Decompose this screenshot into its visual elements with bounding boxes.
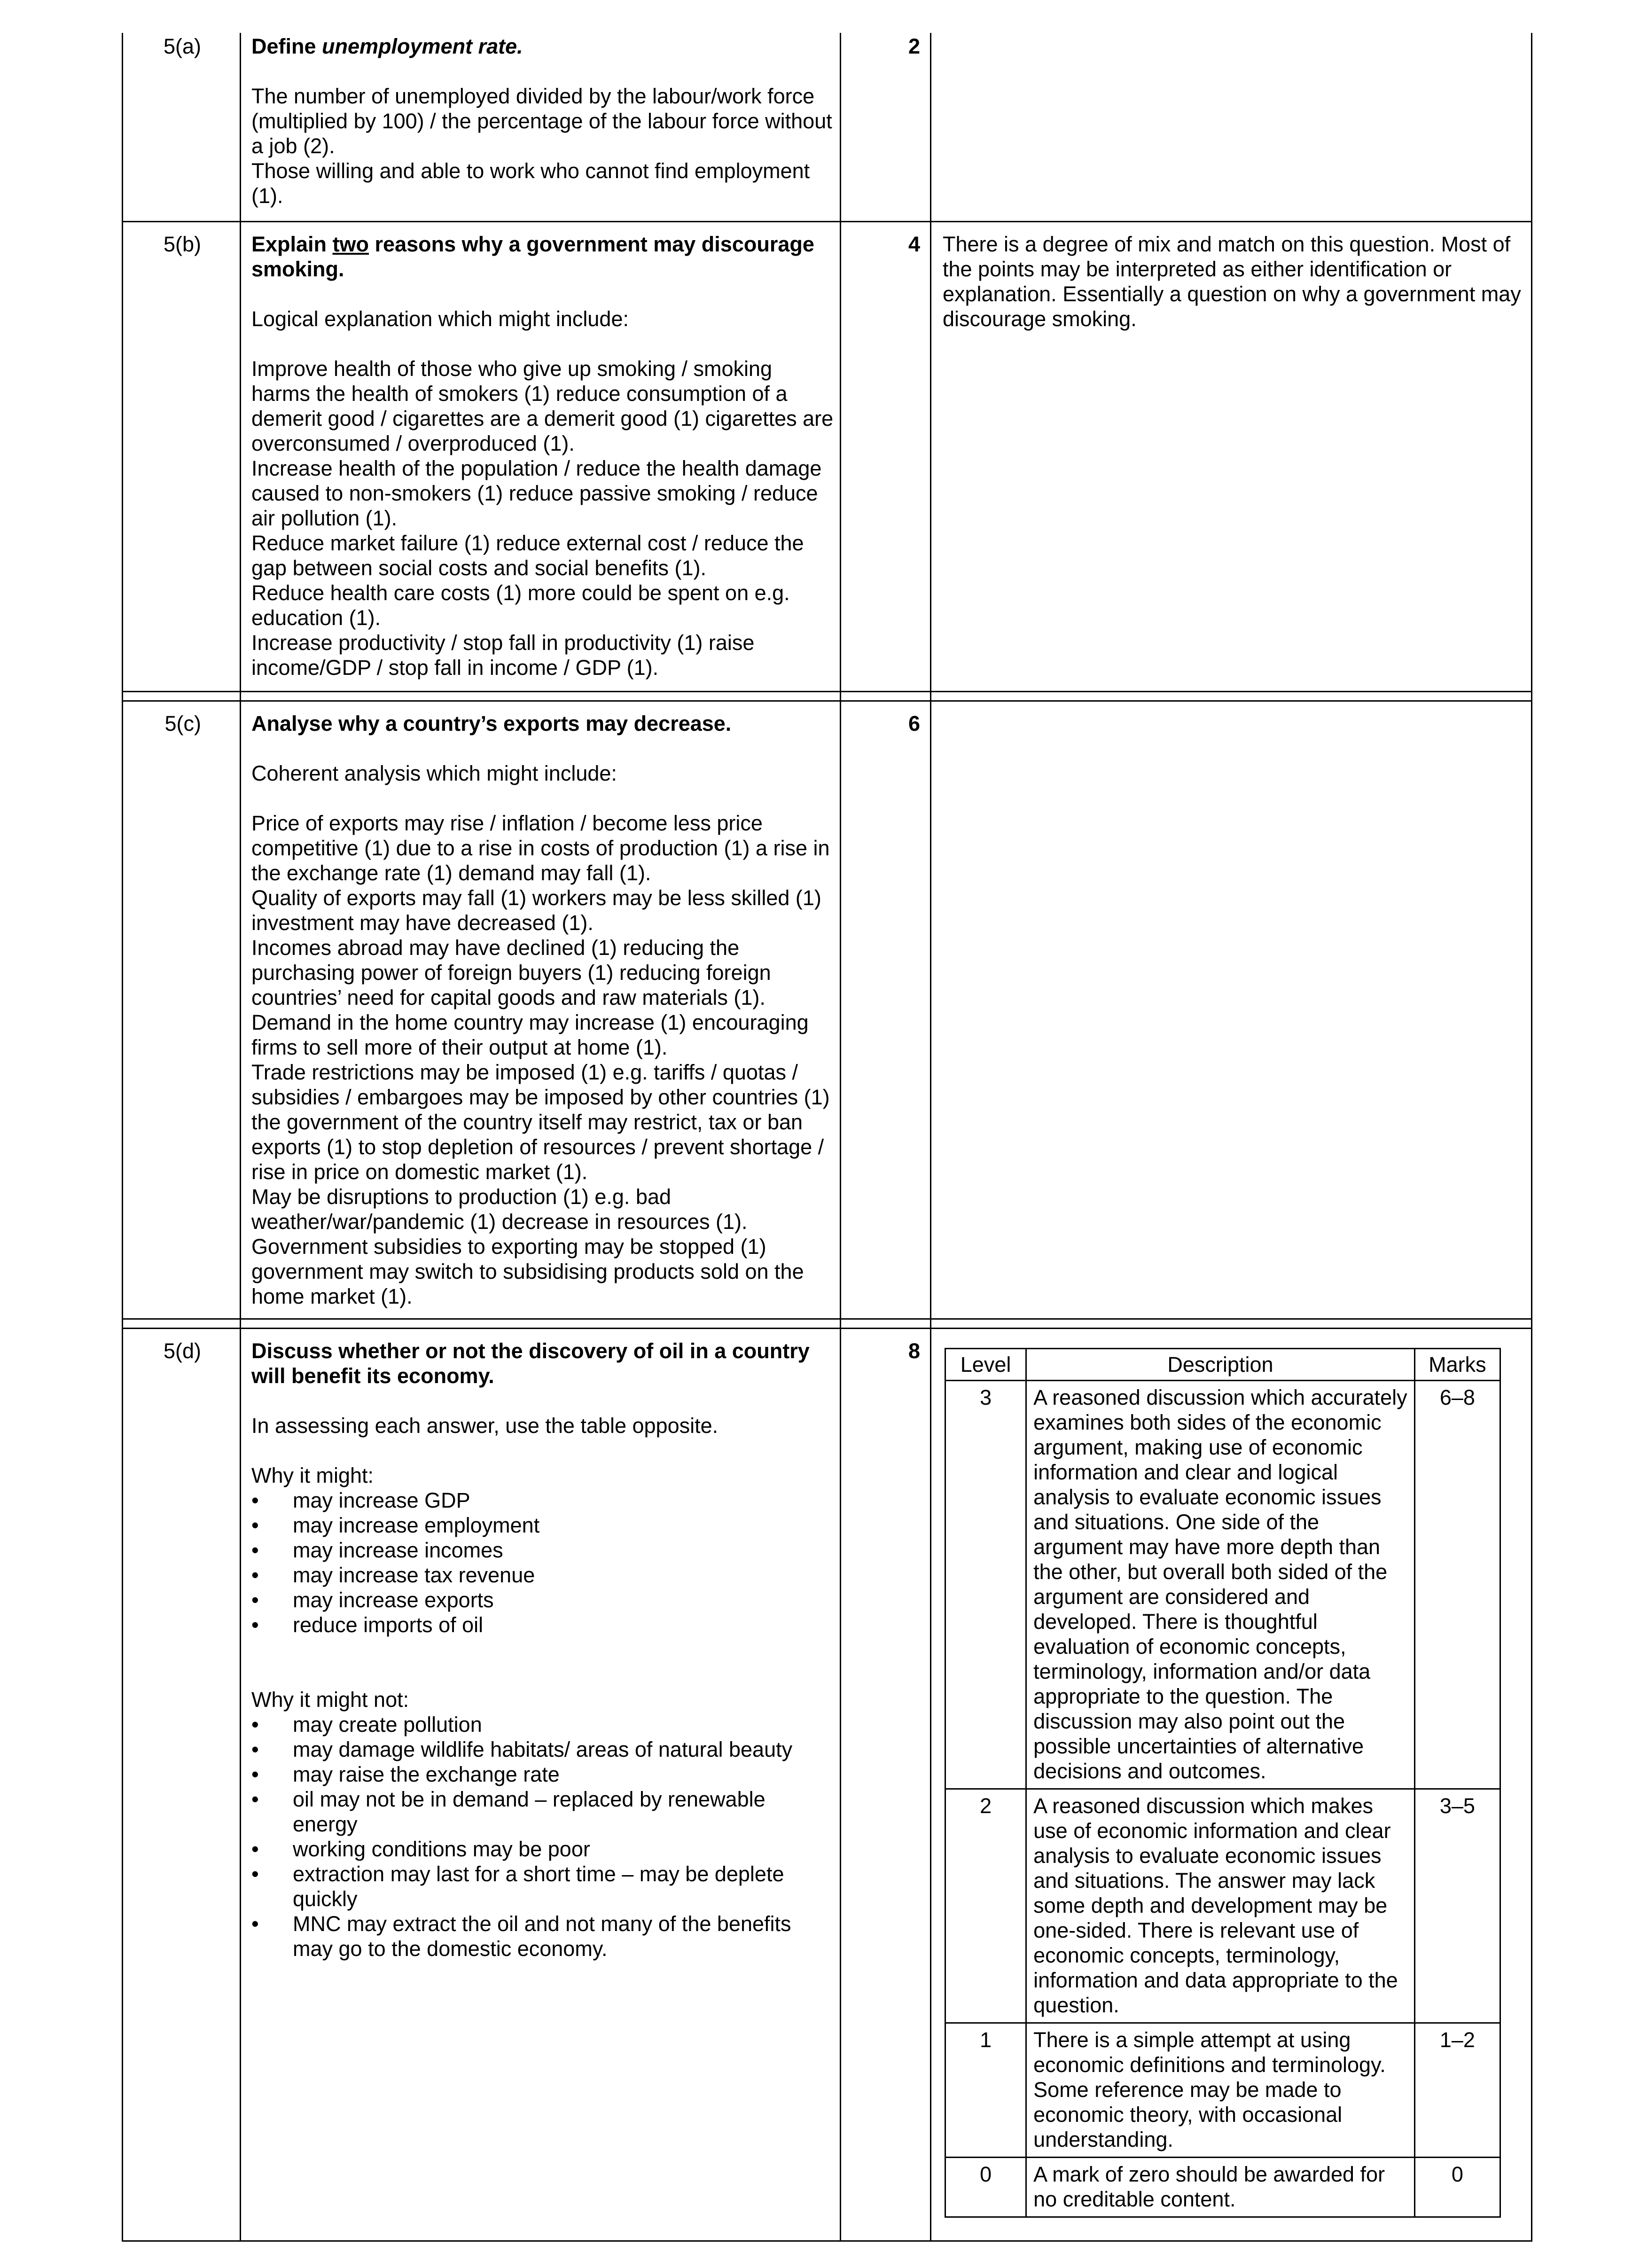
question-text: Explain two reasons why a government may discourage smoking. — [251, 232, 814, 281]
question-number: 5(c) — [164, 712, 201, 735]
answer-line: Trade restrictions may be imposed (1) e.g. tariffs / quotas / subsidies / embargoes may be imposed by other countries (1) the government of the country itself may restrict, tax or ban exports (1) to stop depletion of resources / prevent shortage / rise in price on domestic market (1). — [251, 1060, 830, 1184]
list-item: • extraction may last for a short time – may be deplete quickly — [251, 1861, 834, 1911]
answer-line: Increase productivity / stop fall in productivity (1) raise income/GDP / stop fall in income / GDP (1). — [251, 631, 755, 680]
question-answer-cell — [251, 34, 834, 208]
question-answer-cell — [251, 1338, 834, 1961]
level-description: A reasoned discussion which accurately examines both sides of the economic argument, making use of economic information and clear and logical analysis to evaluate economic issues and situations. One side of the argument may have more depth than the other, but overall both sided of the argument are considered and developed. There is thoughtful evaluation of economic concepts, terminology, information and/or data appropriate to the question. The discussion may also point out the possible uncertainties of alternative decisions and outcomes. — [1026, 1381, 1415, 1789]
guidance-text: There is a degree of mix and match on this question. Most of the points may be interpreted as either identification or explanation. Essentially a question on why a government may discourage smoking. — [943, 232, 1521, 331]
table-divider-marks — [840, 33, 841, 2242]
might-not-heading: Why it might not: — [251, 1688, 409, 1712]
level-value: 1 — [945, 2023, 1026, 2158]
level-marks: 0 — [1414, 2158, 1500, 2217]
answer-line: Incomes abroad may have declined (1) reducing the purchasing power of foreign buyers (1) reducing foreign countries’ need for capital goods and raw materials (1). — [251, 936, 771, 1009]
answer-line: May be disruptions to production (1) e.g. bad weather/war/pandemic (1) decrease in resources (1). — [251, 1185, 748, 1234]
answer-line: Government subsidies to exporting may be stopped (1) government may switch to subsidising products sold on the home market (1). — [251, 1235, 804, 1308]
row-divider-5a — [122, 221, 1532, 222]
description-header: Description — [1026, 1349, 1415, 1381]
level-table-header — [945, 1349, 1500, 1381]
answer-line: Reduce market failure (1) reduce external cost / reduce the gap between social costs and social benefits (1). — [251, 531, 804, 580]
answer-line: Those willing and able to work who cannot find employment (1). — [251, 159, 810, 208]
question-number: 5(a) — [163, 34, 201, 58]
question-answer-cell — [251, 232, 834, 680]
list-item: • may raise the exchange rate — [251, 1762, 834, 1787]
list-item: • may increase incomes — [251, 1538, 834, 1563]
list-item: • oil may not be in demand – replaced by renewable energy — [251, 1787, 834, 1837]
level-marks: 3–5 — [1414, 1789, 1500, 2023]
level-marks: 6–8 — [1414, 1381, 1500, 1789]
marks-value: 2 — [908, 34, 920, 58]
table-border-bottom — [122, 2240, 1532, 2242]
level-row — [945, 2158, 1500, 2217]
answer-line: Increase health of the population / reduce the health damage caused to non-smokers (1) reduce passive smoking / reduce air pollution (1). — [251, 456, 822, 530]
question-text: Analyse why a country’s exports may decrease. — [251, 712, 732, 735]
level-marks: 1–2 — [1414, 2023, 1500, 2158]
level-description: There is a simple attempt at using economic definitions and terminology. Some reference may be made to economic theory, with occasional understanding. — [1026, 2023, 1415, 2158]
answer-line: Improve health of those who give up smoking / smoking harms the health of smokers (1) reduce consumption of a demerit good / cigarettes are a demerit good (1) cigarettes are overconsumed / overproduced (1). — [251, 357, 834, 455]
list-item: • may increase GDP — [251, 1488, 834, 1513]
answer-intro: Logical explanation which might include: — [251, 307, 629, 331]
level-value: 0 — [945, 2158, 1026, 2217]
list-item: • reduce imports of oil — [251, 1612, 834, 1637]
marks-value: 6 — [908, 712, 920, 735]
level-description: A mark of zero should be awarded for no creditable content. — [1026, 2158, 1415, 2217]
answer-line: Quality of exports may fall (1) workers may be less skilled (1) investment may have decreased (1). — [251, 886, 821, 935]
row-divider-5b-a — [122, 691, 1532, 692]
list-item: • working conditions may be poor — [251, 1837, 834, 1861]
table-border-left — [122, 33, 123, 2242]
list-item: • may create pollution — [251, 1712, 834, 1737]
answer-line: Demand in the home country may increase (1) encouraging firms to sell more of their output at home (1). — [251, 1010, 809, 1059]
answer-line: Reduce health care costs (1) more could be spent on e.g. education (1). — [251, 581, 790, 630]
level-row — [945, 1789, 1500, 2023]
answer-intro: Coherent analysis which might include: — [251, 761, 617, 785]
marks-value: 4 — [908, 232, 920, 256]
table-divider-guidance — [930, 33, 931, 2242]
row-divider-5c-a — [122, 1318, 1532, 1320]
answer-line: Price of exports may rise / inflation / become less price competitive (1) due to a rise in costs of production (1) a rise in the exchange rate (1) demand may fall (1). — [251, 811, 830, 885]
might-list — [251, 1488, 834, 1637]
table-divider-question — [240, 33, 241, 2242]
list-item: • may increase employment — [251, 1513, 834, 1538]
question-answer-cell — [251, 711, 834, 1309]
level-value: 2 — [945, 1789, 1026, 2023]
question-text: Discuss whether or not the discovery of oil in a country will benefit its economy. — [251, 1339, 810, 1388]
answer-intro: In assessing each answer, use the table opposite. — [251, 1414, 719, 1438]
might-not-list — [251, 1712, 834, 1961]
row-divider-5c-b — [122, 1328, 1532, 1329]
level-value: 3 — [945, 1381, 1026, 1789]
list-item: • may increase exports — [251, 1588, 834, 1612]
level-descriptor-table — [945, 1348, 1501, 2218]
table-border-right — [1531, 33, 1532, 2242]
list-item: • may damage wildlife habitats/ areas of natural beauty — [251, 1737, 834, 1762]
answer-line: The number of unemployed divided by the labour/work force (multiplied by 100) / the percentage of the labour force without a job (2). — [251, 84, 832, 158]
list-item: • MNC may extract the oil and not many of the benefits may go to the domestic economy. — [251, 1911, 834, 1961]
marks-value: 8 — [908, 1339, 920, 1363]
marks-header: Marks — [1414, 1349, 1500, 1381]
question-number: 5(b) — [163, 232, 201, 256]
question-number: 5(d) — [163, 1339, 201, 1363]
level-row — [945, 1381, 1500, 1789]
level-description: A reasoned discussion which makes use of economic information and clear analysis to evaluate economic issues and situations. The answer may lack some depth and development may be one-sided. There is relevant use of economic concepts, terminology, information and data appropriate to the question. — [1026, 1789, 1415, 2023]
question-text: Define unemployment rate. — [251, 34, 523, 58]
row-divider-5b-b — [122, 700, 1532, 702]
list-item: • may increase tax revenue — [251, 1563, 834, 1588]
level-row — [945, 2023, 1500, 2158]
level-header: Level — [945, 1349, 1026, 1381]
might-heading: Why it might: — [251, 1463, 374, 1487]
